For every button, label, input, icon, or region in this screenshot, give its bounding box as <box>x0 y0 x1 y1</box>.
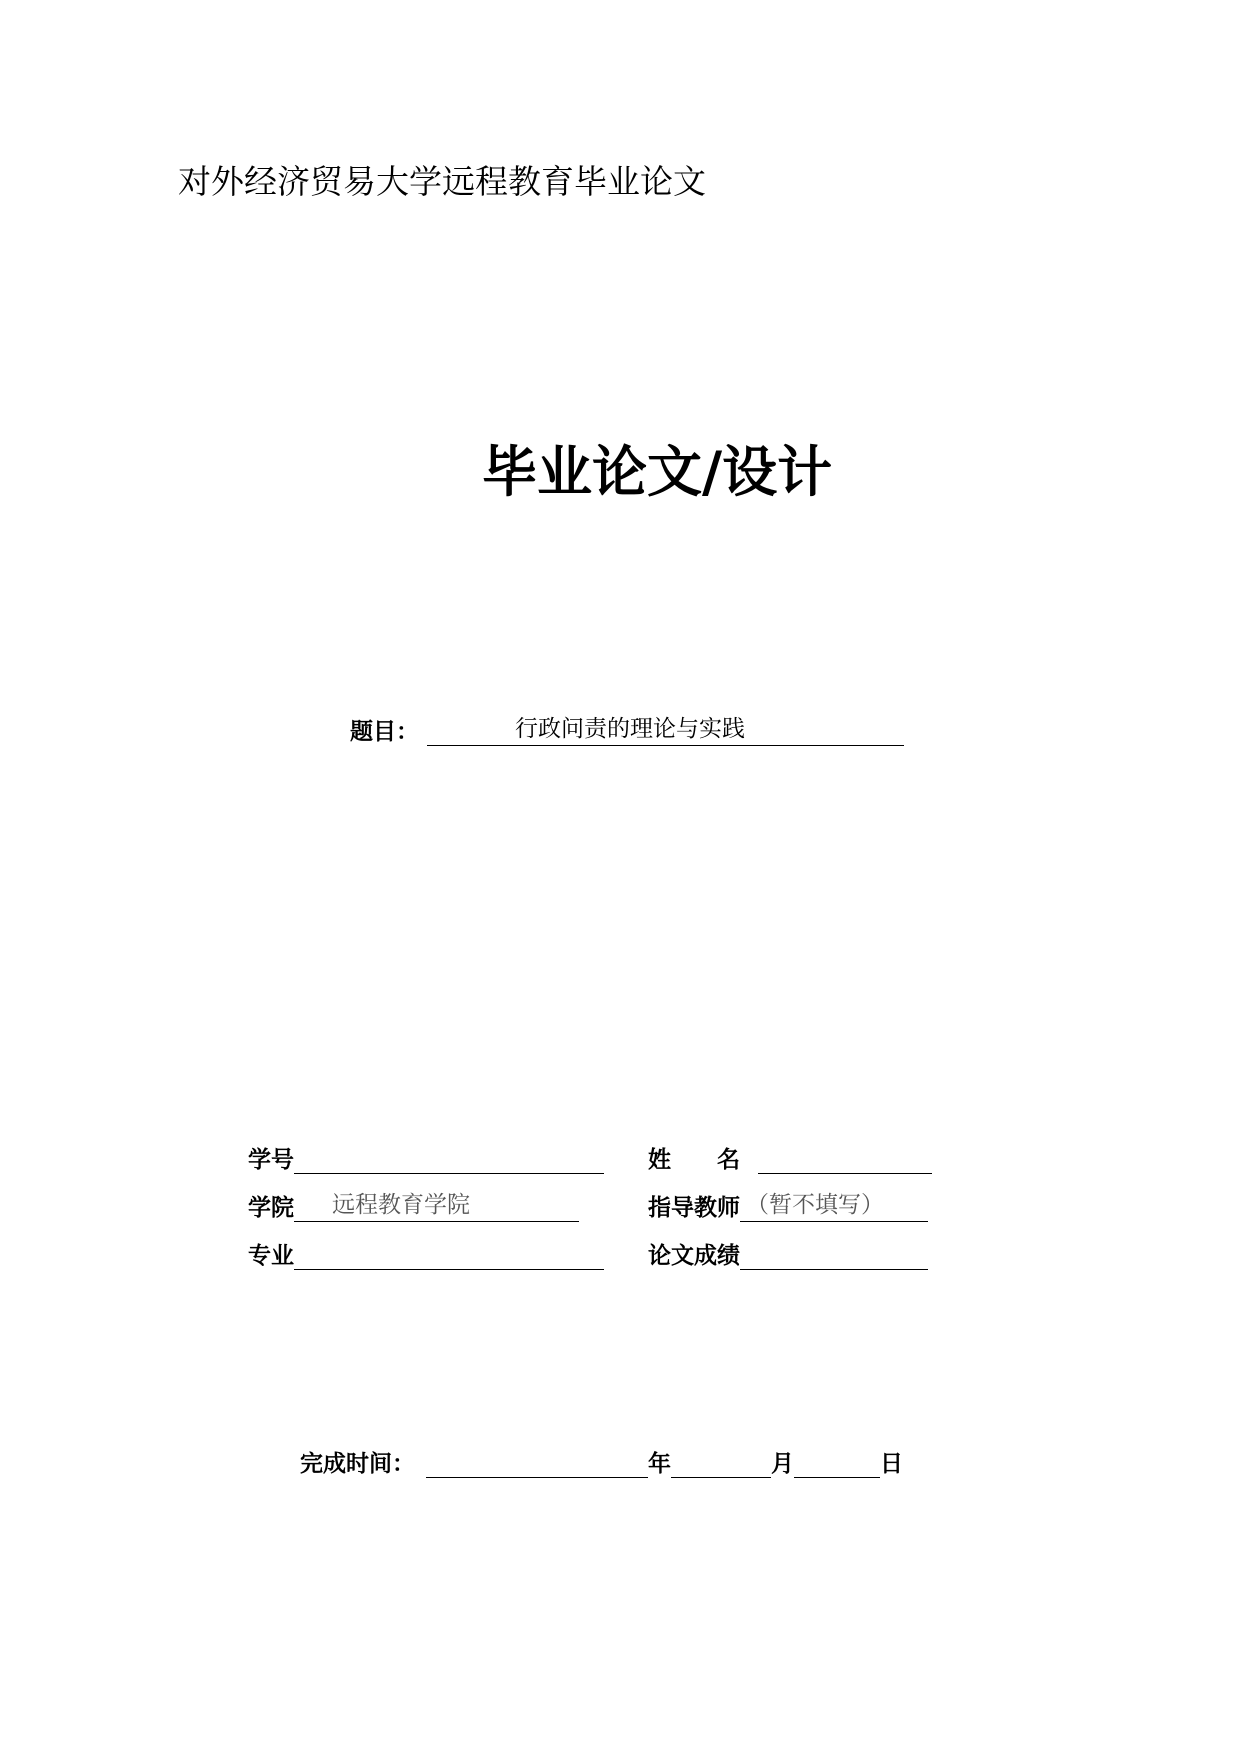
major-field[interactable] <box>294 1237 604 1270</box>
topic-field[interactable] <box>427 713 904 746</box>
name-field[interactable] <box>758 1141 932 1174</box>
major-row <box>248 1236 604 1270</box>
topic-row <box>350 712 904 746</box>
advisor-value: （暂不填写） <box>746 1192 884 1218</box>
grade-row <box>648 1236 928 1270</box>
name-label: 姓 名 <box>648 1146 740 1173</box>
day-field[interactable] <box>794 1445 880 1478</box>
month-field[interactable] <box>671 1445 771 1478</box>
major-label: 专业 <box>248 1242 294 1269</box>
grade-field[interactable] <box>740 1237 928 1270</box>
college-label: 学院 <box>248 1194 294 1221</box>
student-id-label: 学号 <box>248 1146 294 1173</box>
advisor-field[interactable] <box>740 1189 928 1222</box>
college-value: 远程教育学院 <box>332 1192 470 1218</box>
advisor-label: 指导教师 <box>648 1194 740 1221</box>
completion-label: 完成时间： <box>300 1450 415 1477</box>
student-id-field[interactable] <box>294 1141 604 1174</box>
name-row <box>648 1140 932 1174</box>
month-unit: 月 <box>771 1450 794 1477</box>
grade-label: 论文成绩 <box>648 1242 740 1269</box>
completion-date-row <box>300 1444 903 1478</box>
student-id-row <box>248 1140 604 1174</box>
day-unit: 日 <box>880 1450 903 1477</box>
advisor-row <box>648 1188 928 1222</box>
year-field[interactable] <box>426 1445 648 1478</box>
topic-value: 行政问责的理论与实践 <box>515 716 745 742</box>
college-field[interactable] <box>294 1189 579 1222</box>
year-unit: 年 <box>648 1450 671 1477</box>
topic-label: 题目： <box>350 718 419 745</box>
college-row <box>248 1188 579 1222</box>
university-header: 对外经济贸易大学远程教育毕业论文 <box>178 162 706 201</box>
document-title: 毕业论文/设计 <box>482 439 833 504</box>
